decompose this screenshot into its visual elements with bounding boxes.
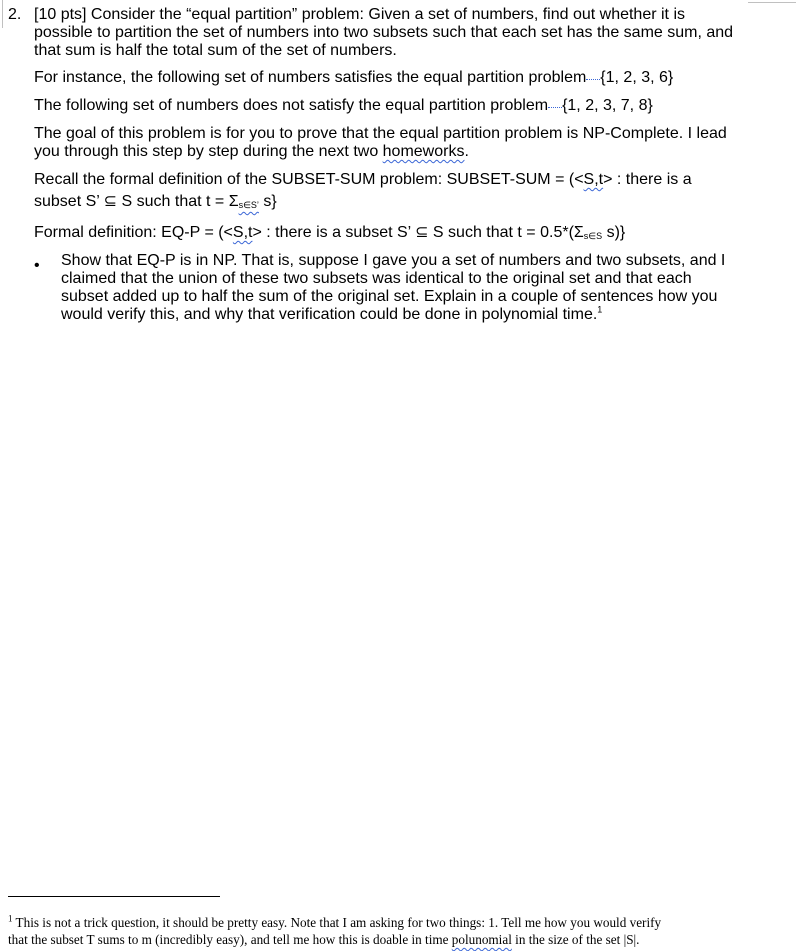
spelling-flagged-word: polunomial [451, 932, 512, 947]
page-corner-mark-side [2, 0, 3, 28]
sum-subscript: s∈S’ [238, 200, 259, 210]
goal-paragraph [34, 125, 764, 161]
question-intro [34, 6, 764, 60]
bullet-np-task [61, 252, 751, 324]
grammar-squiggle [586, 79, 600, 80]
sum-subscript: s∈S [583, 231, 603, 241]
eqp-definition: Formal definition: EQ-P = (<S,t> : there is a subset S’ ⊆ S such that t = 0.5*(Σs∈S s)} [34, 224, 626, 241]
bullet-marker: • [34, 257, 40, 274]
footnote-mark: 1 [8, 913, 13, 924]
spelling-flagged-word: homeworks [382, 143, 465, 160]
example-not-satisfies-set: {1, 2, 3, 7, 8} [562, 97, 653, 114]
footnote-separator [8, 896, 220, 897]
grammar-squiggle [548, 107, 562, 108]
example-not-satisfies-text: The following set of numbers does not satisfy the equal partition problem [34, 97, 549, 114]
bullet-line-2: claimed that the union of these two subsets was identical to the original set and that each [61, 270, 692, 287]
intro-line-3: that sum is half the total sum of the set of numbers. [34, 42, 397, 59]
subset-sum-definition [34, 171, 764, 212]
bullet-line-1: Show that EQ-P is in NP. That is, suppose I gave you a set of numbers and two subsets, and I [61, 252, 726, 269]
spelling-flagged-word: S,t [232, 224, 253, 241]
example-satisfies [34, 69, 764, 87]
footnote-line-2: that the subset T sums to m (incredibly easy), and tell me how this is doable in time polunomial in the size of the set |S|. [8, 932, 640, 947]
bullet-line-3: subset added up to half the sum of the original set. Explain in a couple of sentences how you [61, 288, 718, 305]
footnote-1 [8, 914, 768, 948]
subset-sum-line-2: subset S’ ⊆ S such that t = Σs∈S’ s} [34, 193, 277, 210]
goal-line-1: The goal of this problem is for you to prove that the equal partition problem is NP-Complete. I lead [34, 125, 727, 142]
goal-line-2: you through this step by step during the next two homeworks. [34, 143, 469, 160]
spelling-flagged-word: S,t [583, 171, 604, 188]
footnote-reference[interactable]: 1 [597, 304, 603, 315]
intro-line-1: [10 pts] Consider the “equal partition” problem: Given a set of numbers, find out whether it is [34, 6, 685, 23]
subset-sum-line-1: Recall the formal definition of the SUBSET-SUM problem: SUBSET-SUM = (<S,t> : there is a [34, 171, 692, 188]
example-satisfies-text: For instance, the following set of numbers satisfies the equal partition problem [34, 69, 587, 86]
example-satisfies-set: {1, 2, 3, 6} [600, 69, 674, 86]
page-corner-mark-top [748, 2, 796, 3]
question-number: 2. [8, 6, 22, 23]
example-not-satisfies [34, 97, 764, 115]
intro-line-2: possible to partition the set of numbers into two subsets such that each set has the same sum, and [34, 24, 734, 41]
bullet-line-4: would verify this, and why that verification could be done in polynomial time.$^1$ [61, 304, 603, 323]
footnote-line-1: $^1$ This is not a trick question, it should be pretty easy. Note that I am asking for two things: 1. Tell me how you would verify [8, 913, 662, 930]
